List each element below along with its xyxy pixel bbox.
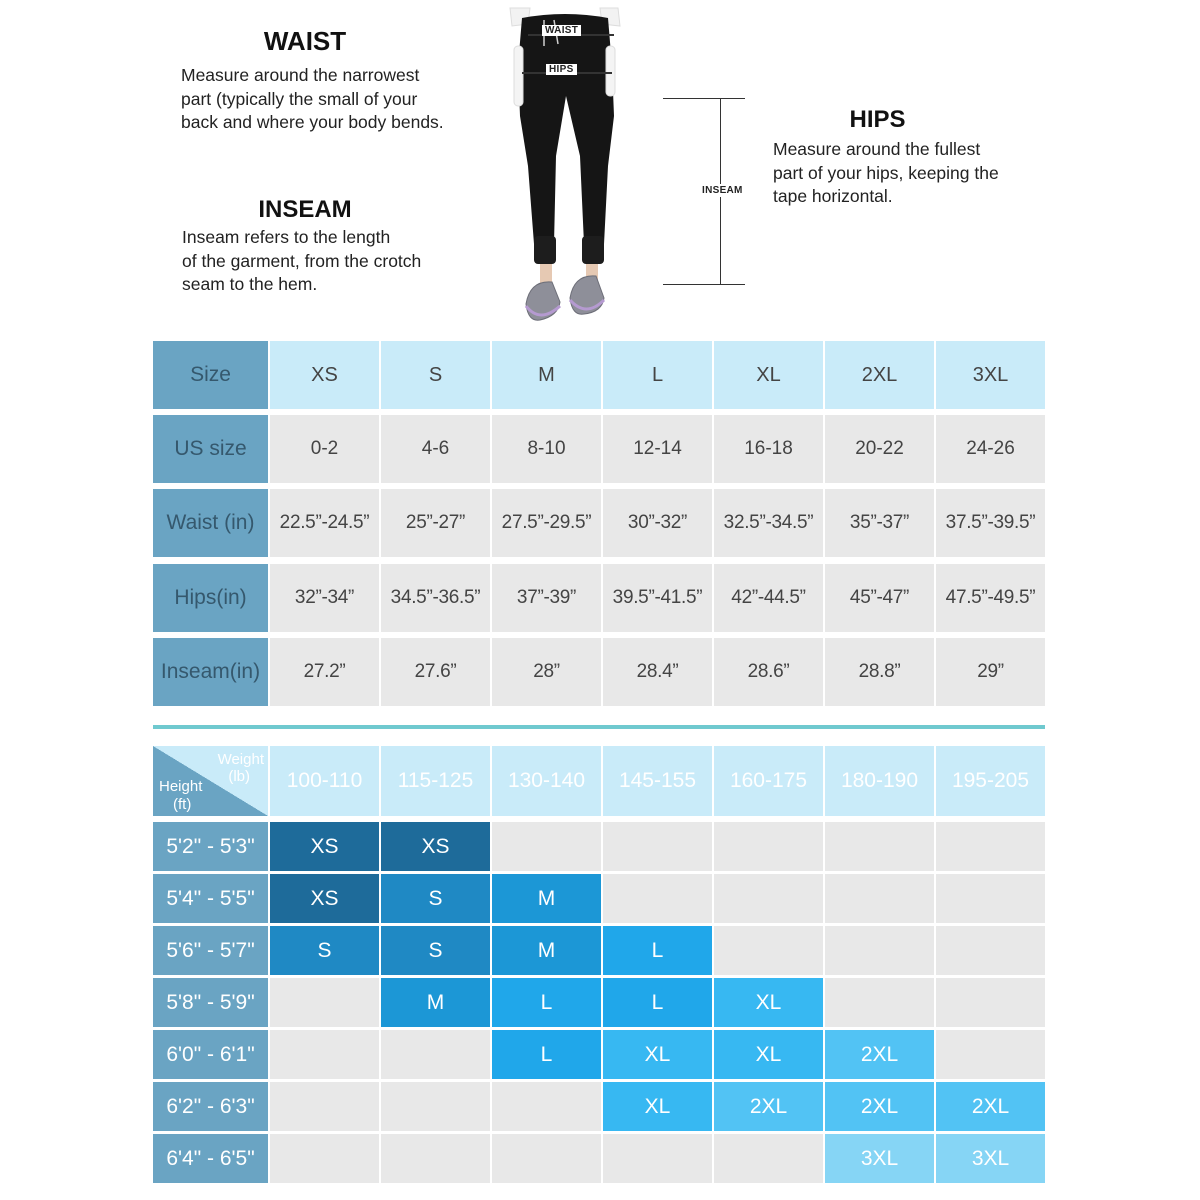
fit-size-cell-l: L <box>603 926 712 975</box>
size-table-cell: 20-22 <box>825 415 934 483</box>
fit-size-cell-l: L <box>603 978 712 1027</box>
fit-size-cell-l: L <box>492 978 601 1027</box>
fit-table-corner <box>153 746 268 816</box>
fit-size-cell-3xl: 3XL <box>825 1134 934 1183</box>
fit-empty-cell <box>714 874 823 923</box>
fit-empty-cell <box>936 874 1045 923</box>
fit-empty-cell <box>936 926 1045 975</box>
size-column-header: L <box>603 341 712 409</box>
hips-description-line: Measure around the fullest <box>773 139 981 159</box>
size-table-cell: 35”-37” <box>825 489 934 557</box>
fit-empty-cell <box>825 874 934 923</box>
size-table-cell: 27.5”-29.5” <box>492 489 601 557</box>
fit-empty-cell <box>714 1134 823 1183</box>
fit-empty-cell <box>492 1134 601 1183</box>
waist-figure-label: WAIST <box>542 25 581 36</box>
size-table-cell: 25”-27” <box>381 489 490 557</box>
fit-size-cell-2xl: 2XL <box>936 1082 1045 1131</box>
fit-empty-cell <box>603 822 712 871</box>
fit-empty-cell <box>825 926 934 975</box>
size-column-header: 2XL <box>825 341 934 409</box>
size-table-cell: 4-6 <box>381 415 490 483</box>
weight-column-header: 160-175 <box>714 746 823 816</box>
corner-weight-label: Weight <box>217 751 264 768</box>
weight-column-header: 195-205 <box>936 746 1045 816</box>
fit-empty-cell <box>825 822 934 871</box>
fit-empty-cell <box>492 822 601 871</box>
size-table-cell: 45”-47” <box>825 564 934 632</box>
weight-column-header: 100-110 <box>270 746 379 816</box>
fit-size-cell-s: S <box>381 874 490 923</box>
weight-column-header: 115-125 <box>381 746 490 816</box>
inseam-heading: INSEAM <box>258 196 352 223</box>
hips-description-line: part of your hips, keeping the <box>773 162 999 183</box>
size-table-cell: 47.5”-49.5” <box>936 564 1045 632</box>
fit-empty-cell <box>270 1134 379 1183</box>
fit-size-cell-3xl: 3XL <box>936 1134 1045 1183</box>
size-table-cell: 8-10 <box>492 415 601 483</box>
hips-description <box>773 138 1073 209</box>
size-table-cell: 0-2 <box>270 415 379 483</box>
height-row-header: 5'4" - 5'5" <box>153 874 268 923</box>
fit-size-cell-l: L <box>492 1030 601 1079</box>
size-table-cell: 16-18 <box>714 415 823 483</box>
size-table-cell: 27.6” <box>381 638 490 706</box>
size-table-cell: 30”-32” <box>603 489 712 557</box>
fit-empty-cell <box>381 1030 490 1079</box>
size-table-row-label-us-size: US size <box>153 415 268 483</box>
height-row-header: 6'4" - 6'5" <box>153 1134 268 1183</box>
size-table-cell: 32”-34” <box>270 564 379 632</box>
inseam-description-line: Inseam refers to the length <box>182 227 391 247</box>
inseam-figure-label: INSEAM <box>702 185 743 196</box>
weight-column-header: 145-155 <box>603 746 712 816</box>
hips-heading: HIPS <box>849 106 906 133</box>
fit-size-cell-2xl: 2XL <box>825 1030 934 1079</box>
size-column-header: 3XL <box>936 341 1045 409</box>
fit-size-cell-xs: XS <box>381 822 490 871</box>
inseam-top-tick <box>663 98 745 99</box>
fit-empty-cell <box>714 926 823 975</box>
fit-size-cell-xl: XL <box>603 1030 712 1079</box>
corner-height-label: Height <box>159 778 203 795</box>
size-table-cell: 37.5”-39.5” <box>936 489 1045 557</box>
size-column-header: XS <box>270 341 379 409</box>
height-row-header: 5'6" - 5'7" <box>153 926 268 975</box>
corner-height-unit: (ft) <box>173 796 192 813</box>
inseam-description-line: of the garment, from the crotch <box>182 250 422 271</box>
size-column-header: S <box>381 341 490 409</box>
height-row-header: 6'2" - 6'3" <box>153 1082 268 1131</box>
fit-empty-cell <box>936 1030 1045 1079</box>
waist-description-line: part (typically the small of your <box>181 88 418 109</box>
size-column-header: XL <box>714 341 823 409</box>
size-table-row-label-waist-in: Waist (in) <box>153 489 268 557</box>
size-table-cell: 34.5”-36.5” <box>381 564 490 632</box>
height-row-header: 5'2" - 5'3" <box>153 822 268 871</box>
inseam-bottom-tick <box>663 284 745 285</box>
size-table-cell: 42”-44.5” <box>714 564 823 632</box>
fit-size-cell-s: S <box>381 926 490 975</box>
size-table-cell: 28.4” <box>603 638 712 706</box>
fit-empty-cell <box>492 1082 601 1131</box>
fit-empty-cell <box>603 874 712 923</box>
size-table-cell: 28.8” <box>825 638 934 706</box>
height-row-header: 6'0" - 6'1" <box>153 1030 268 1079</box>
size-column-header: M <box>492 341 601 409</box>
waist-description <box>181 64 491 135</box>
fit-empty-cell <box>825 978 934 1027</box>
fit-size-cell-2xl: 2XL <box>825 1082 934 1131</box>
fit-empty-cell <box>714 822 823 871</box>
jogger-pants-illustration <box>500 6 630 332</box>
inseam-description-line: seam to the hem. <box>182 274 318 294</box>
fit-empty-cell <box>936 822 1045 871</box>
size-table-cell: 24-26 <box>936 415 1045 483</box>
corner-weight-unit: (lb) <box>228 768 250 785</box>
size-table-row-label-size: Size <box>153 341 268 409</box>
fit-empty-cell <box>381 1082 490 1131</box>
size-table-cell: 37”-39” <box>492 564 601 632</box>
waist-description-line: Measure around the narrowest <box>181 65 420 85</box>
fit-empty-cell <box>381 1134 490 1183</box>
size-table-cell: 12-14 <box>603 415 712 483</box>
section-divider <box>153 725 1045 729</box>
fit-size-cell-xs: XS <box>270 822 379 871</box>
fit-size-cell-xl: XL <box>603 1082 712 1131</box>
fit-empty-cell <box>270 1082 379 1131</box>
size-table-row-label-hips-in: Hips(in) <box>153 564 268 632</box>
waist-heading: WAIST <box>263 26 347 56</box>
fit-empty-cell <box>603 1134 712 1183</box>
fit-size-cell-s: S <box>270 926 379 975</box>
size-table-cell: 39.5”-41.5” <box>603 564 712 632</box>
size-table-cell: 32.5”-34.5” <box>714 489 823 557</box>
fit-size-cell-2xl: 2XL <box>714 1082 823 1131</box>
inseam-description <box>182 226 482 297</box>
size-table-cell: 27.2” <box>270 638 379 706</box>
fit-size-cell-m: M <box>492 926 601 975</box>
model-figure <box>500 6 630 332</box>
fit-empty-cell <box>270 1030 379 1079</box>
fit-size-cell-xl: XL <box>714 978 823 1027</box>
height-row-header: 5'8" - 5'9" <box>153 978 268 1027</box>
fit-size-cell-m: M <box>492 874 601 923</box>
fit-size-cell-xs: XS <box>270 874 379 923</box>
weight-column-header: 130-140 <box>492 746 601 816</box>
fit-size-cell-m: M <box>381 978 490 1027</box>
fit-size-cell-xl: XL <box>714 1030 823 1079</box>
waist-description-line: back and where your body bends. <box>181 112 444 132</box>
size-table-cell: 28” <box>492 638 601 706</box>
size-table-row-label-inseam-in: Inseam(in) <box>153 638 268 706</box>
weight-column-header: 180-190 <box>825 746 934 816</box>
size-table-cell: 28.6” <box>714 638 823 706</box>
hips-figure-label: HIPS <box>546 64 577 75</box>
hips-description-line: tape horizontal. <box>773 186 893 206</box>
fit-empty-cell <box>270 978 379 1027</box>
fit-empty-cell <box>936 978 1045 1027</box>
size-table-cell: 29” <box>936 638 1045 706</box>
size-table-cell: 22.5”-24.5” <box>270 489 379 557</box>
